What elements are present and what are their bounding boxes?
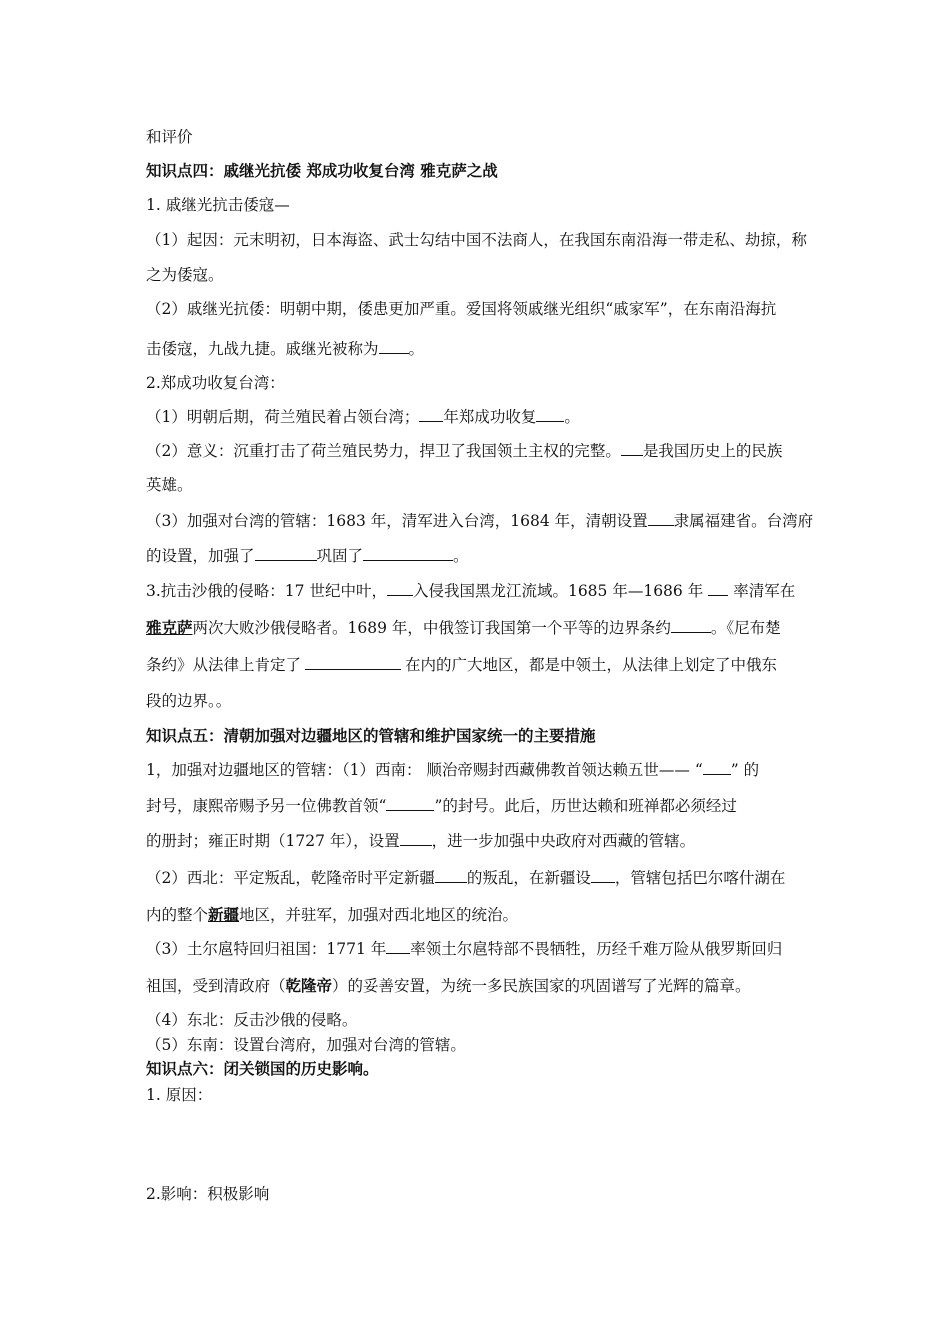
text-fragment: ）的妥善安置，为统一多民族国家的巩固谱写了光辉的篇章。 <box>332 977 751 995</box>
text-line <box>146 510 816 532</box>
text-line <box>146 372 816 394</box>
fill-blank[interactable] <box>621 441 643 456</box>
text-line <box>146 654 816 676</box>
text-fragment: 封号，康熙帝赐予另一位佛教首领“ <box>146 797 387 815</box>
text-line <box>146 126 816 148</box>
fill-blank[interactable] <box>591 868 615 883</box>
text-fragment: 2.郑成功收复台湾： <box>146 374 285 392</box>
text-line <box>146 1009 816 1031</box>
text-line <box>146 690 816 712</box>
fill-blank[interactable] <box>386 796 434 811</box>
text-fragment: （1）明朝后期，荷兰殖民着占领台湾； <box>146 408 420 426</box>
text-fragment: 巩固了 <box>316 547 364 565</box>
text-fragment: 。 <box>408 340 425 358</box>
text-fragment: 两次大败沙俄侵略者。1689 年，中俄签订我国第一个平等的边界条约 <box>192 619 671 637</box>
text-fragment: 1. 原因： <box>146 1086 213 1104</box>
text-fragment: 的叛乱，在新疆设 <box>466 869 591 887</box>
fill-blank[interactable] <box>536 407 564 422</box>
emphasis-yakesa: 雅克萨 <box>146 618 193 637</box>
text-line <box>146 1034 816 1056</box>
fill-blank[interactable] <box>703 760 731 775</box>
text-fragment: 1. 戚继光抗击倭寇— <box>146 196 290 214</box>
text-fragment: 。 <box>453 547 469 565</box>
text-line <box>146 545 816 567</box>
text-line <box>146 1084 816 1106</box>
text-fragment: （3）加强对台湾的管辖：1683 年，清军进入台湾，1684 年，清朝设置 <box>146 512 648 530</box>
text-fragment: ，管辖包括巴尔喀什湖在 <box>614 869 786 887</box>
text-fragment: 的设置，加强了 <box>146 547 255 565</box>
text-line <box>146 298 816 320</box>
text-fragment: 条约》从法律上肯定了 <box>146 656 302 674</box>
emphasis-xinjiang: 新疆 <box>208 905 240 924</box>
text-line <box>146 904 816 926</box>
text-fragment: 3.抗击沙俄的侵略：17 世纪中叶， <box>146 582 387 600</box>
text-line <box>146 867 816 889</box>
text-fragment: 在内的广大地区，都是中领土，从法律上划定了中俄东 <box>405 656 778 674</box>
text-fragment: 段的边界。。 <box>146 692 232 710</box>
text-fragment: 内的整个 <box>146 906 209 924</box>
heading-text: 知识点六：闭关锁国的历史影响。 <box>146 1059 379 1078</box>
text-line <box>146 194 816 216</box>
section-heading-6 <box>146 1058 816 1080</box>
fill-blank[interactable] <box>671 618 711 633</box>
text-line <box>146 759 816 781</box>
text-fragment: 地区，并驻军，加强对西北地区的统治。 <box>239 906 519 924</box>
text-fragment: （5）东南：设置台湾府，加强对台湾的管辖。 <box>146 1036 466 1054</box>
text-line <box>146 580 816 602</box>
fill-blank[interactable] <box>305 655 401 670</box>
text-fragment: 率领土尔扈特部不畏牺牲，历经千难万险从俄罗斯回归 <box>410 940 783 958</box>
text-line <box>146 938 816 960</box>
emphasis-qianlong: 乾隆帝 <box>285 976 333 995</box>
text-line <box>146 795 816 817</box>
text-fragment: 英雄。 <box>146 476 193 494</box>
text-fragment: 年郑成功收复 <box>443 408 537 426</box>
heading-text: 知识点四：戚继光抗倭 郑成功收复台湾 雅克萨之战 <box>146 161 498 180</box>
fill-blank[interactable] <box>400 831 432 846</box>
text-line <box>146 440 816 462</box>
text-fragment: 入侵我国黑龙江流域。1685 年—1686 年 <box>412 582 704 600</box>
fill-blank[interactable] <box>387 581 413 596</box>
text-fragment: 的册封；雍正时期（1727 年），设置 <box>146 832 400 850</box>
text-fragment: 2.影响：积极影响 <box>146 1185 270 1203</box>
text-line <box>146 338 816 360</box>
text-fragment: ，进一步加强中央政府对西藏的管辖。 <box>431 832 696 850</box>
text-fragment: （4）东北：反击沙俄的侵略。 <box>146 1011 358 1029</box>
text-fragment: 率清军在 <box>733 582 796 600</box>
section-heading-5 <box>146 725 816 747</box>
text-line <box>146 264 816 286</box>
text-fragment: （2）意义：沉重打击了荷兰殖民势力，捍卫了我国领土主权的完整。 <box>146 442 621 460</box>
text-fragment: 。 <box>564 408 580 426</box>
text-fragment: 击倭寇，九战九捷。戚继光被称为 <box>146 340 379 358</box>
text-fragment: 之为倭寇。 <box>146 266 224 284</box>
text-line <box>146 617 816 639</box>
text-fragment: 。《尼布楚 <box>710 619 781 637</box>
fill-blank[interactable] <box>435 868 467 883</box>
fill-blank[interactable] <box>363 546 453 561</box>
text-line <box>146 229 816 251</box>
fill-blank[interactable] <box>379 339 409 354</box>
text-fragment: （3）土尔扈特回归祖国：1771 年 <box>146 940 387 958</box>
text-fragment: （1）起因：元末明初，日本海盗、武士勾结中国不法商人，在我国东南沿海一带走私、劫掠，称 <box>146 231 807 249</box>
heading-text: 知识点五：清朝加强对边疆地区的管辖和维护国家统一的主要措施 <box>146 726 596 745</box>
text-line <box>146 830 816 852</box>
fill-blank[interactable] <box>419 407 443 422</box>
text-fragment: 隶属福建省。台湾府 <box>673 512 814 530</box>
fill-blank[interactable] <box>386 939 410 954</box>
text-line <box>146 975 816 997</box>
text-fragment: ” 的 <box>730 761 760 779</box>
text-fragment: 是我国历史上的民族 <box>642 442 783 460</box>
section-heading-4 <box>146 160 816 182</box>
text-fragment: 1，加强对边疆地区的管辖：（1）西南： 顺治帝赐封西藏佛教首领达赖五世—— “ <box>146 761 703 779</box>
fill-blank[interactable] <box>708 581 728 596</box>
text-fragment: （2）戚继光抗倭：明朝中期，倭患更加严重。爱国将领戚继光组织“戚家军”，在东南沿海抗 <box>146 300 777 318</box>
text-fragment: （2）西北：平定叛乱，乾隆帝时平定新疆 <box>146 869 435 887</box>
text-fragment: 祖国，受到清政府（ <box>146 977 286 995</box>
text-fragment: ”的封号。此后，历世达赖和班禅都必须经过 <box>434 797 737 815</box>
text-line <box>146 474 816 496</box>
text-line <box>146 1183 816 1205</box>
fill-blank[interactable] <box>648 511 674 526</box>
text-line <box>146 406 816 428</box>
text-fragment: 和评价 <box>146 128 193 146</box>
fill-blank[interactable] <box>255 546 317 561</box>
